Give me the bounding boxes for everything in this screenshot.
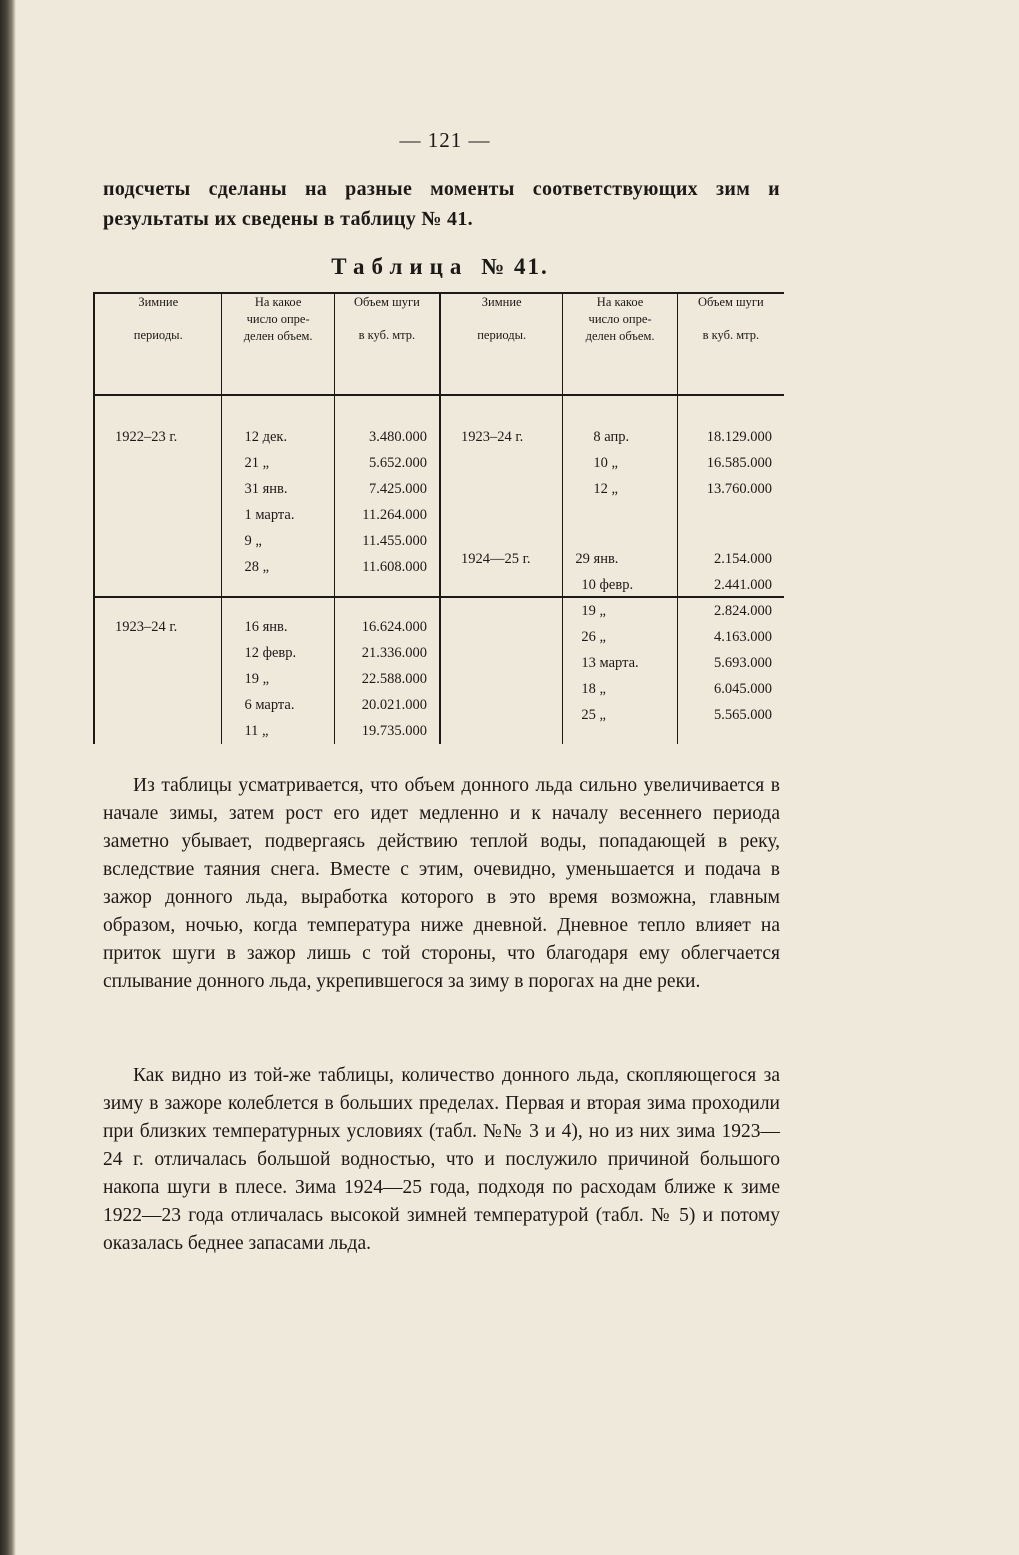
header-date: На какое число опре- делен объем. [222,293,334,395]
date-cell-right [563,551,677,744]
volume-value: 7.425.000 [368,481,427,497]
header-volume-right: Объем шуги в куб. мтр. [677,293,784,395]
volume-value: 3.480.000 [368,429,427,445]
date-value: 28 „ [244,559,270,575]
intro-paragraph: подсчеты сделаны на разные моменты соответствующих зим и результаты их сведены в таблицу № 41. [103,178,780,230]
date-value: 8 апр. [593,429,630,445]
date-value: 10 февр. [581,577,634,593]
date-value: 6 марта. [244,697,295,713]
period-label: 1923–24 г. [460,429,524,445]
date-value: 29 янв. [575,551,619,567]
period-label: 1922–23 г. [115,429,178,445]
period-cell [94,597,222,744]
date-cell [222,597,334,744]
volume-value: 5.652.000 [368,455,427,471]
date-value: 19 „ [581,603,606,619]
volume-value: 2.154.000 [714,551,772,567]
date-value: 1 марта. [244,507,295,523]
volume-value: 5.693.000 [714,655,772,671]
book-spine-shadow [0,0,16,1555]
date-value: 16 янв. [244,619,288,635]
body-paragraph-1: Из таблицы усматривается, что объем донного льда сильно увеличивается в начале зимы, затем рост его идет медленно и к началу весеннего периода заметно убывает, подвергаясь действию теплой воды, попадающей в реку, вследствие таяния снега. Вместе с этим, очевидно, уменьшается и подача в зажор донного льда, выработка которого в это время возможна, главным образом, ночью, когда температура ниже дневной. Дневное тепло влияет на приток шуги в зажор лишь с той стороны, что благодаря ему облегчается сплывание донного льда, укрепившегося за зиму в порогах на дне реки. [103,775,780,992]
period-cell [94,395,222,597]
header-date-right: На какое число опре- делен объем. [563,293,677,395]
date-value: 13 марта. [581,655,639,671]
header-period-right: Зимние периоды. [440,293,563,395]
table-title [0,254,880,280]
volume-value: 2.824.000 [714,603,772,619]
period-label: 1924—25 г. [460,551,531,567]
header-volume: Объем шуги в куб. мтр. [334,293,440,395]
date-value: 25 „ [581,707,606,723]
table-block-2 [94,597,784,744]
volume-value: 4.163.000 [714,629,772,645]
date-value: 12 февр. [244,645,297,661]
date-value: 12 „ [593,481,618,497]
volume-cell [334,597,440,744]
date-value: 11 „ [244,723,269,739]
volume-value: 16.624.000 [361,619,427,635]
volume-value: 19.735.000 [361,723,427,739]
date-value: 31 янв. [244,481,288,497]
body-paragraph-2: Как видно из той-же таблицы, количество донного льда, скопляющегося за зиму в зажоре колеблется в больших пределах. Первая и вторая зима проходили при близких температурных условиях (табл. №№ 3 и 4), но из них зима 1923—24 г. отличалась большой водностью, что и послужило причиной большого накопа шуги в плесе. Зима 1924—25 года, подходя по расходам ближе к зиме 1922—23 года отличалась высокой зимней температурой (табл. № 5) и потому оказалась беднее запасами льда. [103,1065,780,1254]
period-label: 1923–24 г. [115,619,178,635]
volume-value: 5.565.000 [714,707,772,723]
date-cell [222,395,334,597]
table-title-word: Таблица [331,254,469,279]
date-value: 19 „ [244,671,270,687]
volume-value: 22.588.000 [361,671,427,687]
page-number: — 121 — [399,128,491,152]
volume-value: 16.585.000 [706,455,772,471]
date-value: 10 „ [593,455,618,471]
volume-value: 18.129.000 [706,429,772,445]
date-value: 26 „ [581,629,606,645]
volume-value: 20.021.000 [361,697,427,713]
volume-cell [334,395,440,597]
volume-value: 13.760.000 [706,481,772,497]
volume-value: 21.336.000 [361,645,427,661]
period-cell-right [440,551,563,744]
volume-value: 11.608.000 [362,559,427,575]
table-title-number: № 41. [481,254,549,279]
volume-value: 11.264.000 [362,507,427,523]
date-value: 12 дек. [244,429,288,445]
header-period: Зимние периоды. [94,293,222,395]
volume-value: 6.045.000 [714,681,772,697]
volume-value: 11.455.000 [362,533,427,549]
date-value: 18 „ [581,681,606,697]
date-value: 9 „ [244,533,262,549]
table-header-row [94,293,784,395]
volume-cell-right [677,551,784,744]
date-value: 21 „ [244,455,270,471]
volume-value: 2.441.000 [714,577,772,593]
ice-volume-table [93,292,784,744]
